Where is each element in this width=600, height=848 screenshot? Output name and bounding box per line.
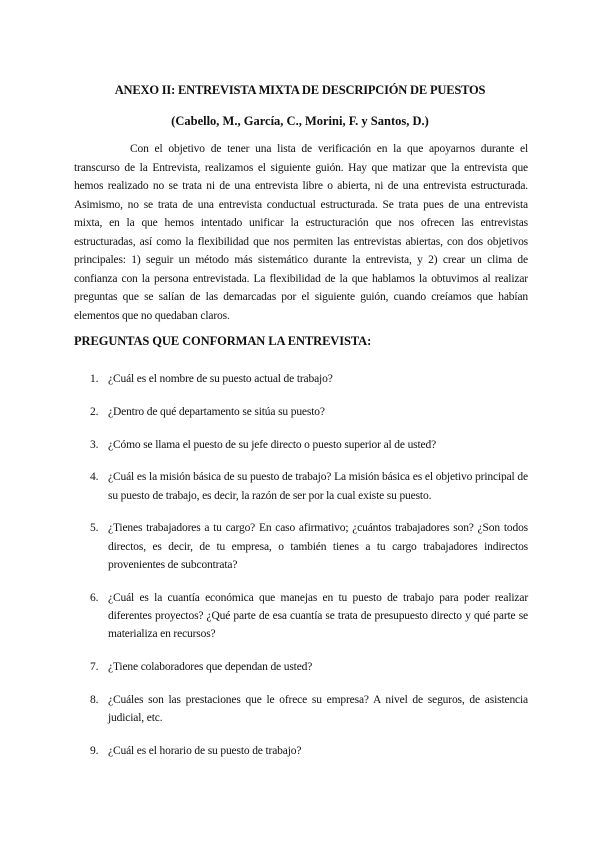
question-text: ¿Tiene colaboradores que dependan de usted?: [108, 660, 313, 673]
question-number: 5.: [90, 522, 99, 535]
question-text: ¿Cuál es la misión básica de su puesto de trabajo? La misión básica es el objetivo principal de su puesto de trabajo, es decir, la razón de ser por la cual existe su puesto.: [108, 471, 528, 502]
question-item: [74, 403, 528, 421]
document-title: ANEXO II: ENTREVISTA MIXTA DE DESCRIPCIÓN DE PUESTOS: [114, 83, 486, 97]
question-number: 1.: [90, 373, 99, 385]
question-item: [74, 370, 528, 388]
question-item: [74, 658, 528, 676]
intro-paragraph: Con el objetivo de tener una lista de verificación en la que apoyarnos durante el transcurso de la Entrevista, realizamos el siguiente guión. Hay que matizar que la entrevista que hemos realizado no se trata ni de una entrevista libre o abierta, ni de una entrevista estructurada. Asimismo, no se trata de una entrevista conductual estructurada. Se trata pues de una entrevista mixta, en la que hemos intentado unificar la estructuración que nos ofrecen las entrevistas estructuradas, así como la flexibilidad que nos permiten las entrevistas abiertas, con dos objetivos principales: 1) seguir un método más sistemático durante la entrevista, y 2) crear un clima de confianza con la persona entrevistada. La flexibilidad de la que hablamos la obtuvimos al realizar preguntas que se salían de las demarcadas por el siguiente guión, cuando creíamos que habían elementos que no quedaban claros.: [74, 143, 528, 322]
question-item: [74, 468, 528, 504]
question-number: 8.: [90, 693, 99, 706]
question-text: ¿Cómo se llama el puesto de su jefe directo o puesto superior al de usted?: [108, 438, 437, 451]
question-number: 2.: [90, 405, 99, 418]
question-item: [74, 436, 528, 454]
document-authors: (Cabello, M., García, C., Morini, F. y Santos, D.): [171, 114, 429, 128]
question-text: ¿Cuáles son las prestaciones que le ofrece su empresa? A nivel de seguros, de asistencia judicial, etc.: [108, 693, 528, 724]
question-number: 4.: [90, 471, 99, 484]
questions-list: [74, 370, 528, 774]
question-number: 6.: [90, 591, 99, 604]
question-number: 7.: [90, 660, 99, 673]
question-number: 9.: [90, 744, 99, 757]
question-text: ¿Cuál es el horario de su puesto de trabajo?: [108, 744, 302, 757]
questions-heading: PREGUNTAS QUE CONFORMAN LA ENTREVISTA:: [74, 334, 372, 348]
question-text: ¿Cuál es el nombre de su puesto actual de trabajo?: [108, 373, 333, 385]
question-item: [74, 691, 528, 727]
question-item: [74, 589, 528, 644]
question-number: 3.: [90, 438, 99, 451]
question-text: ¿Dentro de qué departamento se sitúa su puesto?: [108, 405, 325, 418]
question-item: [74, 519, 528, 574]
question-text: ¿Cuál es la cuantía económica que manejas en tu puesto de trabajo para poder realizar diferentes proyectos? ¿Qué parte de esa cuantía se trata de presupuesto directo y qué parte se materializa en recursos?: [108, 591, 528, 640]
question-item: [74, 742, 528, 760]
question-text: ¿Tienes trabajadores a tu cargo? En caso afirmativo; ¿cuántos trabajadores son? ¿Son todos directos, es decir, de tu empresa, o también tienes a tu cargo trabajadores indirectos provenientes de subcontrata?: [108, 522, 528, 571]
